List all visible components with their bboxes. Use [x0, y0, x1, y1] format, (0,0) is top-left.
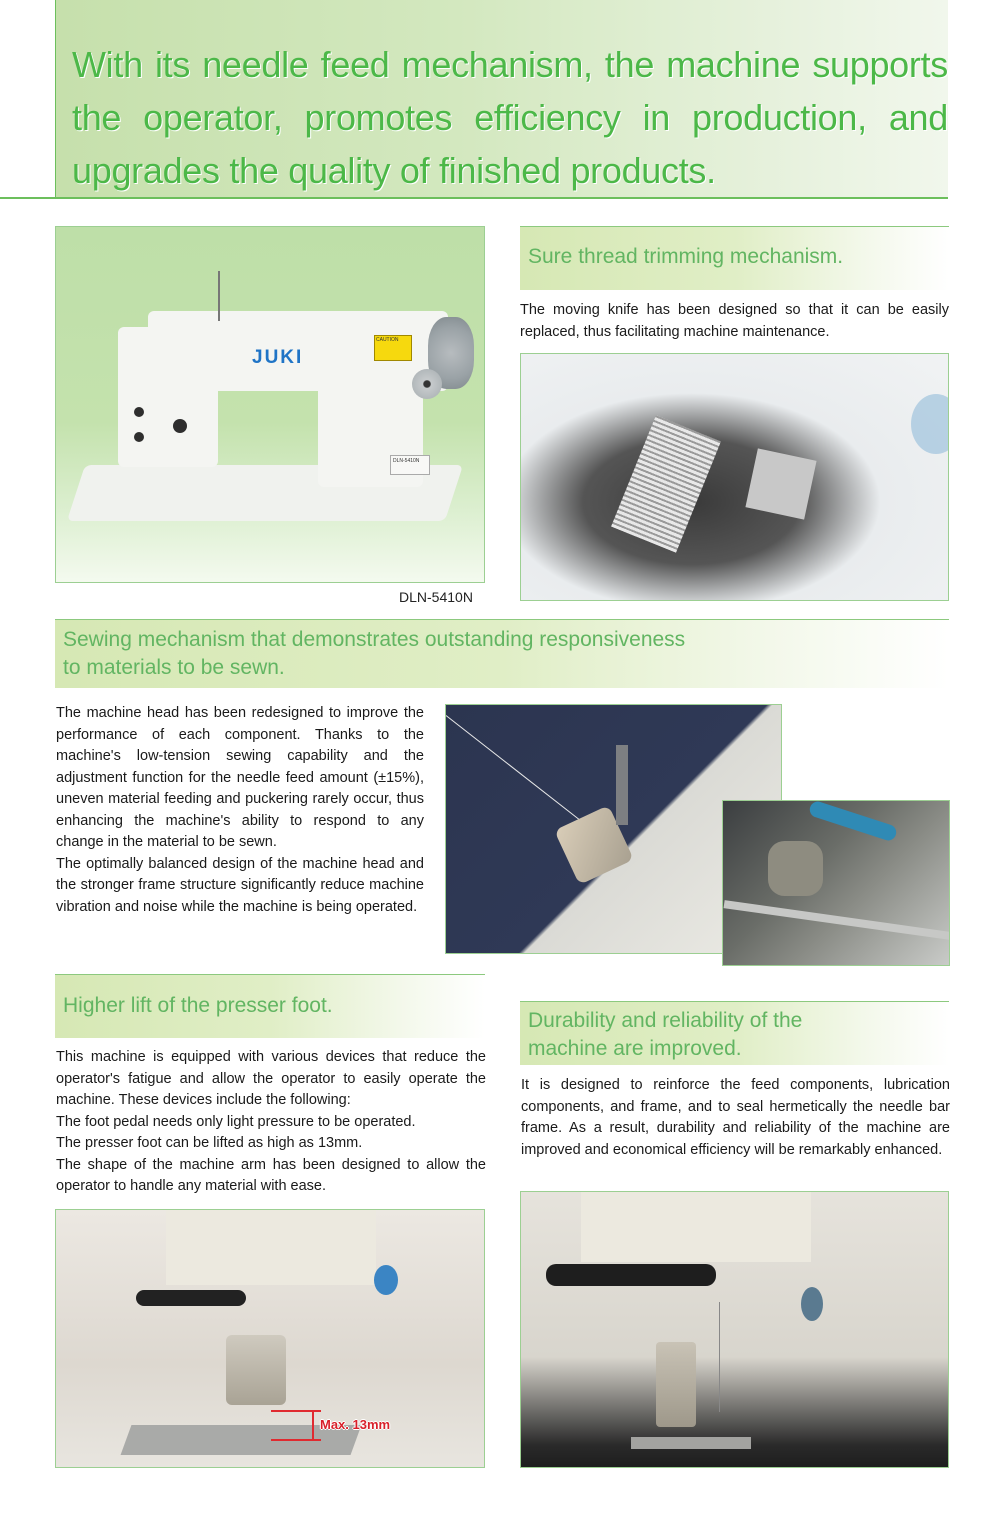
section-heading-durability [520, 1001, 949, 1065]
section-heading-higher-lift [55, 974, 485, 1038]
juki-logo: JUKI [252, 347, 304, 368]
stitch-dial [412, 369, 442, 399]
machine-head [118, 327, 218, 467]
model-plate: DLN-5410N [390, 455, 430, 475]
plate-level-line [271, 1439, 321, 1441]
oil-tube [808, 800, 899, 843]
machine-photo [55, 226, 485, 583]
paragraph: The machine head has been redesigned to improve the performance of each component. Thanks to the machine's low-tension sewing capability and the adjustment function for the needle feed amount (±15%), uneven material feeding and puckering rarely occur, thus enhancing the machine's ability to respond to any change in the material to be sewn. [56, 705, 424, 850]
needle [719, 1302, 720, 1412]
presser-foot-lift-photo [55, 1209, 485, 1468]
paragraph: The shape of the machine arm has been designed to allow the operator to handle any material with ease. [56, 1156, 486, 1194]
section-title-line1: Sewing mechanism that demonstrates outstanding responsiveness [63, 628, 686, 651]
presser-foot [656, 1342, 696, 1427]
oil-spot [911, 394, 949, 454]
crank-nut [768, 841, 823, 896]
measure-arrow [312, 1411, 314, 1439]
thread-trimmer-photo [520, 353, 949, 601]
section-title-line2: to materials to be sewn. [63, 656, 285, 679]
section-title: Higher lift of the presser foot. [63, 994, 333, 1017]
blue-knob [801, 1287, 823, 1321]
section-heading-sewing-mechanism [55, 619, 949, 688]
moving-knife [745, 448, 816, 519]
section-body-higher-lift [56, 1047, 486, 1198]
section-body-sewing-mechanism [56, 703, 424, 918]
rod [724, 900, 950, 940]
mechanism-detail-photo [722, 800, 950, 966]
foot-level-line [271, 1410, 321, 1412]
stitch-line [446, 715, 581, 820]
knob [134, 407, 144, 417]
presser-bar-lifter [136, 1290, 246, 1306]
machine-head [166, 1210, 376, 1285]
knob [134, 432, 144, 442]
needle-plate [631, 1437, 751, 1449]
hero-divider [0, 197, 948, 199]
section-title: Sure thread trimming mechanism. [528, 245, 844, 268]
needle-bar [616, 745, 628, 825]
feed-dog [611, 415, 721, 552]
presser-bar-lifter [546, 1264, 716, 1286]
blue-knob [374, 1265, 398, 1295]
thread-guide [218, 271, 220, 321]
knob [173, 419, 187, 433]
section-body-durability: It is designed to reinforce the feed components, lubrication components, and frame, and to seal hermetically the needle bar frame. As a result, durability and reliability of the machine are improved and economical efficiency will be remarkably enhanced. [521, 1077, 950, 1158]
section-title-line2: machine are improved. [528, 1037, 742, 1060]
presser-foot [226, 1335, 286, 1405]
model-caption: DLN-5410N [399, 589, 473, 605]
paragraph: The optimally balanced design of the machine head and the stronger frame structure significantly reduce machine vibration and noise while the machine is being operated. [56, 855, 424, 915]
section-body-thread-trimming: The moving knife has been designed so that it can be easily replaced, thus facilitating machine maintenance. [520, 302, 949, 340]
caution-label: CAUTION [374, 335, 412, 361]
paragraph: The presser foot can be lifted as high as 13mm. [56, 1135, 363, 1151]
max-lift-annotation: Max. 13mm [320, 1417, 391, 1432]
paragraph: This machine is equipped with various devices that reduce the operator's fatigue and allow the operator to easily operate the machine. These devices include the following: [56, 1049, 486, 1108]
section-heading-thread-trimming [520, 226, 949, 290]
paragraph: The foot pedal needs only light pressure to be operated. [56, 1113, 416, 1130]
needle-bar-frame-photo [520, 1191, 949, 1468]
machine-head [581, 1192, 811, 1262]
hero-headline: With its needle feed mechanism, the machine supports the operator, promotes efficiency in production, and upgrades the quality of finished products. [72, 44, 948, 191]
section-title-line1: Durability and reliability of the [528, 1009, 803, 1032]
